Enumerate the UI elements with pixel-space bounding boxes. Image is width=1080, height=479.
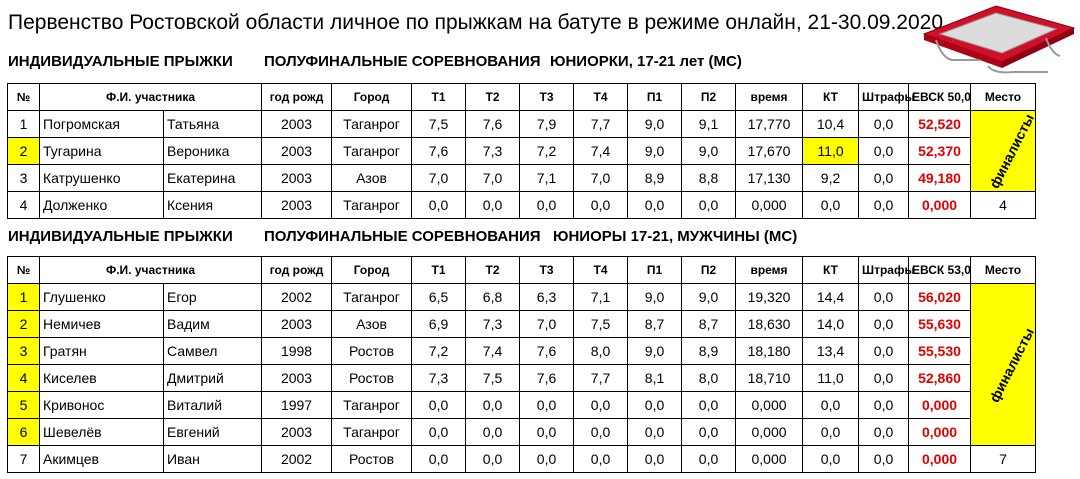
t3-cell: 0,0: [520, 392, 574, 419]
penalty-cell: 0,0: [859, 338, 909, 365]
city-cell: Таганрог: [332, 419, 412, 446]
column-header: №: [8, 257, 40, 284]
time-cell: 18,710: [736, 365, 803, 392]
city-cell: Таганрог: [332, 138, 412, 165]
column-header: год рожд: [262, 84, 332, 111]
trampoline-icon: [918, 2, 1076, 76]
penalty-cell: 0,0: [859, 284, 909, 311]
name-cell: Екатерина: [164, 165, 262, 192]
p2-cell: 9,1: [682, 111, 736, 138]
surname-cell: Долженко: [40, 192, 164, 219]
table-row: [8, 338, 1036, 365]
time-cell: 17,770: [736, 111, 803, 138]
kt-cell: 14,0: [803, 311, 859, 338]
p1-cell: 8,1: [628, 365, 682, 392]
surname-cell: Глушенко: [40, 284, 164, 311]
total-score-cell: 49,180: [909, 165, 971, 192]
time-cell: 0,000: [736, 392, 803, 419]
column-header: Штрафы: [859, 84, 909, 111]
table-header-row: [8, 257, 1036, 284]
t3-cell: 0,0: [520, 192, 574, 219]
column-header: КТ: [803, 84, 859, 111]
kt-cell: 13,4: [803, 338, 859, 365]
city-cell: Таганрог: [332, 111, 412, 138]
event-type: ИНДИВИДУАЛЬНЫЕ ПРЫЖКИ: [8, 228, 233, 245]
t3-cell: 7,6: [520, 338, 574, 365]
p1-cell: 8,7: [628, 311, 682, 338]
city-cell: Азов: [332, 165, 412, 192]
column-header: П2: [682, 84, 736, 111]
t4-cell: 8,0: [574, 338, 628, 365]
t4-cell: 7,4: [574, 138, 628, 165]
time-cell: 0,000: [736, 446, 803, 473]
row-number: 4: [8, 192, 40, 219]
t3-cell: 7,6: [520, 365, 574, 392]
column-header: Т3: [520, 84, 574, 111]
t1-cell: 6,5: [412, 284, 466, 311]
name-cell: Дмитрий: [164, 365, 262, 392]
column-header: Место: [971, 257, 1036, 284]
t4-cell: 0,0: [574, 192, 628, 219]
time-cell: 0,000: [736, 419, 803, 446]
total-score-cell: 55,530: [909, 338, 971, 365]
finalists-label: финалисты: [986, 111, 1038, 191]
table-row: [8, 392, 1036, 419]
row-number: 1: [8, 111, 40, 138]
finalists-label: финалисты: [986, 324, 1038, 405]
t2-cell: 7,0: [466, 165, 520, 192]
birth-year-cell: 2003: [262, 419, 332, 446]
p1-cell: 0,0: [628, 392, 682, 419]
page-title: Первенство Ростовской области личное по прыжкам на батуте в режиме онлайн, 21-30.09.2020: [8, 11, 944, 34]
p2-cell: 0,0: [682, 392, 736, 419]
column-header: Штрафы: [859, 257, 909, 284]
table-row: [8, 419, 1036, 446]
surname-cell: Катрушенко: [40, 165, 164, 192]
column-header: Т4: [574, 257, 628, 284]
row-number: 3: [8, 338, 40, 365]
p1-cell: 0,0: [628, 446, 682, 473]
t3-cell: 6,3: [520, 284, 574, 311]
row-number: 3: [8, 165, 40, 192]
p2-cell: 0,0: [682, 446, 736, 473]
column-header: Т3: [520, 257, 574, 284]
column-header: время: [736, 257, 803, 284]
time-cell: 17,670: [736, 138, 803, 165]
total-score-cell: 52,370: [909, 138, 971, 165]
name-cell: Ксения: [164, 192, 262, 219]
table-row: [8, 284, 1036, 311]
kt-cell: 0,0: [803, 192, 859, 219]
place-cell: 4: [971, 192, 1036, 219]
column-header: Т4: [574, 84, 628, 111]
column-header: П2: [682, 257, 736, 284]
name-cell: Вероника: [164, 138, 262, 165]
t2-cell: 7,4: [466, 338, 520, 365]
name-cell: Татьяна: [164, 111, 262, 138]
surname-cell: Немичев: [40, 311, 164, 338]
t2-cell: 6,8: [466, 284, 520, 311]
total-score-cell: 52,520: [909, 111, 971, 138]
t1-cell: 7,0: [412, 165, 466, 192]
competition-stage: ПОЛУФИНАЛЬНЫЕ СОРЕВНОВАНИЯ: [264, 228, 541, 245]
name-cell: Вадим: [164, 311, 262, 338]
kt-cell: 0,0: [803, 446, 859, 473]
total-score-cell: 52,860: [909, 365, 971, 392]
column-header: П1: [628, 84, 682, 111]
column-header: Ф.И. участника: [40, 84, 262, 111]
birth-year-cell: 2003: [262, 365, 332, 392]
p1-cell: 9,0: [628, 138, 682, 165]
column-header: Т2: [466, 257, 520, 284]
row-number: 6: [8, 419, 40, 446]
table-row: [8, 138, 1036, 165]
table-row: [8, 165, 1036, 192]
column-header: №: [8, 84, 40, 111]
penalty-cell: 0,0: [859, 192, 909, 219]
table-row: [8, 446, 1036, 473]
p1-cell: 9,0: [628, 284, 682, 311]
birth-year-cell: 2003: [262, 138, 332, 165]
name-cell: Евгений: [164, 419, 262, 446]
t2-cell: 7,3: [466, 138, 520, 165]
column-header: КТ: [803, 257, 859, 284]
row-number: 5: [8, 392, 40, 419]
p2-cell: 0,0: [682, 419, 736, 446]
penalty-cell: 0,0: [859, 311, 909, 338]
row-number: 2: [8, 138, 40, 165]
t3-cell: 7,0: [520, 311, 574, 338]
kt-cell: 0,0: [803, 419, 859, 446]
t1-cell: 7,3: [412, 365, 466, 392]
p1-cell: 0,0: [628, 192, 682, 219]
column-header: Т1: [412, 257, 466, 284]
column-header: время: [736, 84, 803, 111]
t1-cell: 0,0: [412, 419, 466, 446]
time-cell: 18,180: [736, 338, 803, 365]
column-header: ЕВСК 50,0: [909, 84, 971, 111]
row-number: 1: [8, 284, 40, 311]
t2-cell: 0,0: [466, 192, 520, 219]
city-cell: Ростов: [332, 365, 412, 392]
time-cell: 19,320: [736, 284, 803, 311]
column-header: Ф.И. участника: [40, 257, 262, 284]
birth-year-cell: 2003: [262, 165, 332, 192]
penalty-cell: 0,0: [859, 446, 909, 473]
name-cell: Виталий: [164, 392, 262, 419]
surname-cell: Шевелёв: [40, 419, 164, 446]
p2-cell: 8,0: [682, 365, 736, 392]
surname-cell: Киселев: [40, 365, 164, 392]
t3-cell: 0,0: [520, 419, 574, 446]
total-score-cell: 0,000: [909, 192, 971, 219]
t1-cell: 7,6: [412, 138, 466, 165]
name-cell: Иван: [164, 446, 262, 473]
column-header: Т2: [466, 84, 520, 111]
birth-year-cell: 2002: [262, 284, 332, 311]
table-row: [8, 365, 1036, 392]
p2-cell: 8,8: [682, 165, 736, 192]
t4-cell: 7,5: [574, 311, 628, 338]
surname-cell: Гратян: [40, 338, 164, 365]
t2-cell: 7,5: [466, 365, 520, 392]
t4-cell: 7,7: [574, 111, 628, 138]
t2-cell: 7,3: [466, 311, 520, 338]
birth-year-cell: 1997: [262, 392, 332, 419]
birth-year-cell: 2003: [262, 192, 332, 219]
kt-cell: 11,0: [803, 138, 859, 165]
table-header-row: [8, 84, 1036, 111]
total-score-cell: 0,000: [909, 419, 971, 446]
city-cell: Ростов: [332, 338, 412, 365]
results-table: [7, 256, 1036, 473]
table-row: [8, 311, 1036, 338]
surname-cell: Погромская: [40, 111, 164, 138]
category: ЮНИОРЫ 17-21, МУЖЧИНЫ (МС): [553, 228, 798, 245]
birth-year-cell: 2003: [262, 111, 332, 138]
t2-cell: 7,6: [466, 111, 520, 138]
birth-year-cell: 1998: [262, 338, 332, 365]
category: ЮНИОРКИ, 17-21 лет (МС): [550, 53, 742, 70]
p2-cell: 0,0: [682, 192, 736, 219]
table-row: [8, 192, 1036, 219]
t1-cell: 0,0: [412, 446, 466, 473]
time-cell: 0,000: [736, 192, 803, 219]
birth-year-cell: 2002: [262, 446, 332, 473]
p1-cell: 9,0: [628, 338, 682, 365]
surname-cell: Акимцев: [40, 446, 164, 473]
table-row: [8, 111, 1036, 138]
p2-cell: 9,0: [682, 284, 736, 311]
t3-cell: 7,2: [520, 138, 574, 165]
kt-cell: 11,0: [803, 365, 859, 392]
column-header: Т1: [412, 84, 466, 111]
p1-cell: 0,0: [628, 419, 682, 446]
column-header: ЕВСК 53,0: [909, 257, 971, 284]
total-score-cell: 56,020: [909, 284, 971, 311]
t3-cell: 7,9: [520, 111, 574, 138]
kt-cell: 14,4: [803, 284, 859, 311]
p2-cell: 8,9: [682, 338, 736, 365]
kt-cell: 10,4: [803, 111, 859, 138]
t3-cell: 7,1: [520, 165, 574, 192]
surname-cell: Тугарина: [40, 138, 164, 165]
penalty-cell: 0,0: [859, 165, 909, 192]
t1-cell: 7,5: [412, 111, 466, 138]
p1-cell: 9,0: [628, 111, 682, 138]
penalty-cell: 0,0: [859, 111, 909, 138]
column-header: Место: [971, 84, 1036, 111]
t4-cell: 7,7: [574, 365, 628, 392]
place-cell: [971, 284, 1036, 446]
name-cell: Самвел: [164, 338, 262, 365]
t4-cell: 7,1: [574, 284, 628, 311]
city-cell: Таганрог: [332, 392, 412, 419]
t2-cell: 0,0: [466, 392, 520, 419]
t2-cell: 0,0: [466, 446, 520, 473]
competition-stage: ПОЛУФИНАЛЬНЫЕ СОРЕВНОВАНИЯ: [264, 53, 541, 70]
time-cell: 17,130: [736, 165, 803, 192]
birth-year-cell: 2003: [262, 311, 332, 338]
column-header: год рожд: [262, 257, 332, 284]
row-number: 4: [8, 365, 40, 392]
row-number: 7: [8, 446, 40, 473]
t4-cell: 0,0: [574, 446, 628, 473]
column-header: Город: [332, 257, 412, 284]
t1-cell: 0,0: [412, 392, 466, 419]
penalty-cell: 0,0: [859, 365, 909, 392]
city-cell: Азов: [332, 311, 412, 338]
t4-cell: 7,0: [574, 165, 628, 192]
t3-cell: 0,0: [520, 446, 574, 473]
t4-cell: 0,0: [574, 419, 628, 446]
total-score-cell: 55,630: [909, 311, 971, 338]
t1-cell: 7,2: [412, 338, 466, 365]
city-cell: Ростов: [332, 446, 412, 473]
penalty-cell: 0,0: [859, 392, 909, 419]
penalty-cell: 0,0: [859, 419, 909, 446]
t2-cell: 0,0: [466, 419, 520, 446]
p2-cell: 8,7: [682, 311, 736, 338]
t1-cell: 0,0: [412, 192, 466, 219]
t1-cell: 6,9: [412, 311, 466, 338]
city-cell: Таганрог: [332, 192, 412, 219]
p2-cell: 9,0: [682, 138, 736, 165]
t4-cell: 0,0: [574, 392, 628, 419]
total-score-cell: 0,000: [909, 446, 971, 473]
surname-cell: Кривонос: [40, 392, 164, 419]
time-cell: 18,630: [736, 311, 803, 338]
place-cell: [971, 111, 1036, 192]
results-table: [7, 83, 1036, 219]
total-score-cell: 0,000: [909, 392, 971, 419]
kt-cell: 0,0: [803, 392, 859, 419]
row-number: 2: [8, 311, 40, 338]
column-header: Город: [332, 84, 412, 111]
p1-cell: 8,9: [628, 165, 682, 192]
column-header: П1: [628, 257, 682, 284]
penalty-cell: 0,0: [859, 138, 909, 165]
city-cell: Таганрог: [332, 284, 412, 311]
kt-cell: 9,2: [803, 165, 859, 192]
place-cell: 7: [971, 446, 1036, 473]
event-type: ИНДИВИДУАЛЬНЫЕ ПРЫЖКИ: [8, 53, 233, 70]
name-cell: Егор: [164, 284, 262, 311]
